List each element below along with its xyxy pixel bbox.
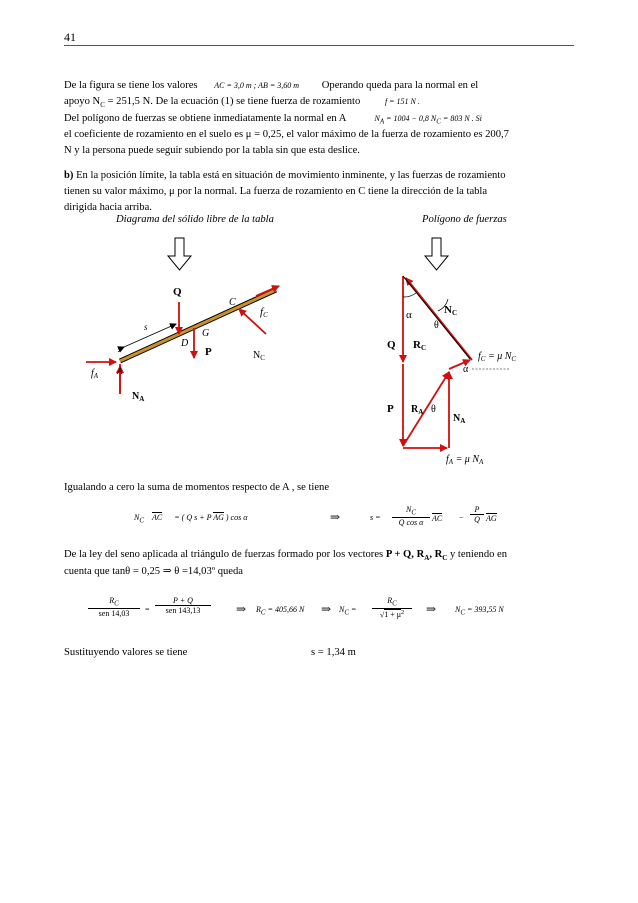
poly-lbl-alpha: α — [406, 309, 412, 321]
implies-4: ⇒ — [426, 602, 437, 616]
lbl-NC: $N_C$ — [253, 350, 265, 362]
nc-frac-num: R — [387, 596, 393, 605]
p1-text-a: De la figura se tiene los valores — [64, 80, 198, 91]
nc-eqsign: = — [351, 605, 357, 614]
poly-RA — [403, 372, 449, 446]
nc-frac-num-sub: C — [392, 599, 397, 608]
p2-line2: tienen su valor máximo, μ por la normal. La fuerza de rozamiento en C tiene la dirección de la tabla — [64, 186, 488, 197]
nc-eq — [339, 605, 356, 617]
poly-lbl-RC: RC — [413, 339, 427, 352]
sine-frac1 — [88, 596, 140, 618]
caption-left: Diagrama del sólido libre de la tabla — [116, 214, 274, 225]
dim-s — [124, 324, 176, 347]
p1-apoyo-text: = 251,5 N. De la ecuación (1) se tiene fuerza de rozamiento — [104, 96, 361, 107]
lbl-P: P — [205, 346, 212, 358]
sine-n1: R — [109, 596, 115, 605]
nc-frac — [372, 596, 412, 619]
p1-eq-friction: f = 151 N . — [384, 97, 420, 106]
poly-lbl-alpha2: α — [463, 364, 469, 375]
sine-frac2 — [155, 596, 211, 615]
sine-d1: sen 14,03 — [88, 608, 140, 618]
sine-n1-sub: C — [114, 599, 119, 608]
p1-na-sub: A — [379, 117, 385, 126]
p2-text1: En la posición límite, la tabla está en situación de movimiento inminente, y las fuerzas de rozamiento — [76, 170, 506, 181]
poly-lbl-fA: $f_A = \mu$ $N_A$ — [446, 454, 484, 466]
frac2-den: Q — [470, 514, 484, 524]
sine-d2: sen 143,13 — [155, 605, 211, 615]
p1-polygon-text: Del polígono de fuerzas se obtiene inmediatamente la normal en A — [64, 113, 346, 124]
poly-lbl-RA: $R_A$ — [411, 404, 424, 416]
p1-text-b: Operando queda para la normal en el — [321, 80, 479, 91]
nc2-sub: C — [460, 608, 466, 617]
frac2 — [470, 505, 484, 524]
implies-1: ⇒ — [330, 510, 341, 524]
moment-equation — [134, 513, 247, 525]
implies-2: ⇒ — [236, 602, 247, 616]
poly-lbl-theta2: θ — [431, 404, 436, 415]
p4-end: y teniendo en — [449, 549, 508, 560]
poly-lbl-NC: NC — [444, 304, 458, 317]
lbl-C: C — [229, 297, 236, 308]
sine-n2: P + Q — [173, 596, 193, 605]
rc-sym: R — [256, 605, 261, 614]
p4-line1 — [64, 549, 507, 562]
nc2-val: = 393,55 N — [467, 605, 504, 614]
p1-line4: el coeficiente de rozamiento en el suelo es μ = 0,25, el valor máximo de la fuerza de rozamiento es 200,7 — [64, 129, 509, 140]
poly-lbl-P: P — [387, 403, 394, 415]
rc-sub: C — [260, 608, 266, 617]
p4-rc: , R — [429, 549, 443, 560]
final-result: s = 1,34 m — [311, 647, 356, 658]
lbl-Q: Q — [173, 286, 182, 298]
p1-eq-values: AC = 3,0 m ; AB = 3,60 m — [214, 81, 300, 90]
load-arrow-left-icon — [168, 238, 191, 270]
sqrt-icon: √ — [379, 610, 385, 620]
p1-apoyo: apoyo N — [64, 96, 101, 107]
poly-lbl-theta: θ — [434, 320, 439, 331]
eq-qs: = ( Q s + P — [174, 513, 212, 522]
poly-lbl-NA: $N_A$ — [453, 413, 466, 425]
eq-cos: ) cos α — [225, 513, 248, 522]
implies-3: ⇒ — [321, 602, 332, 616]
eqB-minus: − — [459, 513, 464, 522]
eq-nc-sub: C — [139, 516, 145, 525]
eq-nc: N — [134, 513, 140, 522]
rc-result — [256, 605, 304, 617]
poly-lbl-fC: $f_C = \mu$ $N_C$ — [478, 351, 517, 363]
nc2-sym: N — [455, 605, 461, 614]
force-polygon — [387, 276, 516, 466]
frac1 — [392, 505, 430, 527]
p1-apoyo-sub: C — [100, 101, 105, 110]
nc-frac-den: 1 + μ — [384, 610, 402, 620]
lbl-fA: $f_A$ — [91, 368, 99, 380]
caption-right: Polígono de fuerzas — [422, 214, 507, 225]
eq-ac: AC — [152, 513, 163, 522]
p4-ra-sub: A — [424, 554, 430, 563]
sine-eq: = — [145, 605, 150, 614]
nc-frac-sup: 2 — [401, 609, 405, 616]
lbl-fC: fC — [260, 306, 268, 319]
p3-text: Igualando a cero la suma de momentos respecto de A , se tiene — [64, 482, 330, 493]
frac2-num: P — [474, 505, 480, 514]
p2-line3: dirigida hacia arriba. — [64, 202, 152, 213]
poly-lbl-Q: Q — [387, 339, 396, 351]
nc-sub: C — [344, 608, 350, 617]
final-text: Sustituyendo valores se tiene — [64, 647, 188, 658]
p1-na-val: = 803 N . Si — [440, 114, 482, 123]
p4-line2: cuenta que tanθ = 0,25 ⇒ θ =14,03º queda — [64, 566, 243, 577]
frac1-num: N — [405, 505, 412, 514]
frac1-den: Q cos α — [392, 517, 430, 527]
nc-sym: N — [339, 605, 345, 614]
eq-ag: AG — [213, 513, 224, 522]
section-b-label: b) — [64, 170, 74, 181]
p4-text: De la ley del seno aplicada al triángulo de fuerzas formado por los vectores — [64, 549, 384, 560]
frac1-num-sub: C — [411, 508, 416, 517]
free-body-diagram — [86, 286, 279, 403]
lbl-G: G — [202, 328, 210, 339]
nc-result — [455, 605, 504, 617]
p4-rc-sub: C — [442, 554, 448, 563]
p1-na-sub2: C — [436, 117, 441, 126]
rc-val: = 405,66 N — [267, 605, 305, 614]
lbl-NA: $N_A$ — [132, 391, 145, 403]
load-arrow-right-icon — [425, 238, 448, 270]
lbl-D: D — [181, 338, 189, 349]
p1-line5: N y la persona puede seguir subiendo por la tabla sin que esta deslice. — [64, 145, 360, 156]
page-number: 41 — [64, 30, 76, 44]
p4-vectors: P + Q, R — [385, 549, 425, 560]
eqB-ag: AG — [486, 514, 497, 523]
lbl-A: A — [117, 366, 123, 376]
p1-na: N — [374, 114, 380, 123]
s-equals: s = — [370, 513, 381, 522]
lbl-s: s — [144, 322, 148, 332]
eqB-ac: AC — [432, 514, 443, 523]
p1-na-eq: = 1004 − 0,8 N — [384, 114, 437, 123]
